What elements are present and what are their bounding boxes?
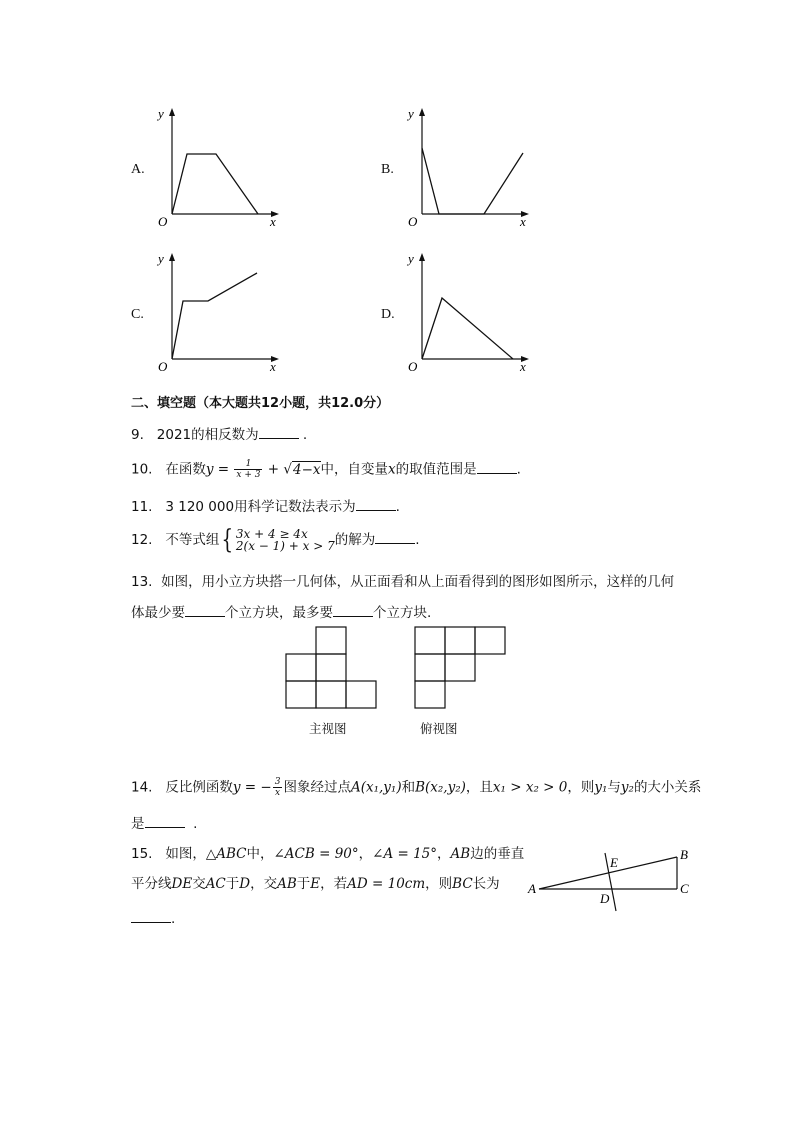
origin-label: O bbox=[158, 359, 168, 374]
question-number: 12. bbox=[131, 532, 153, 548]
point-e-label: E bbox=[610, 855, 618, 870]
section-title: 二、填空题（本大题共12小题，共12.0分） bbox=[131, 396, 390, 411]
answer-blank bbox=[185, 603, 225, 617]
question-15-line-1: 15. 如图，△ABC中，∠ACB = 90°，∠A = 15°，AB边的垂直 bbox=[131, 846, 525, 862]
sqrt-sign: √ bbox=[283, 461, 292, 478]
option-d-label: D. bbox=[381, 307, 395, 322]
left-brace: { bbox=[221, 525, 234, 555]
question-11: 11. 3 120 000用科学记数法表示为 . bbox=[131, 499, 400, 515]
question-12: 12. 不等式组{ 3x + 4 ≥ 4x 2(x − 1) + x > 7的解为 . bbox=[131, 525, 420, 555]
question-14-line-1: 14. 反比例函数y = − $\frac{3}{x}$ 图象经过点A(x₁,y₁)和B(x₂,y₂)，且x₁ > x₂ > 0，则y₁与y₂的大小关系 bbox=[131, 777, 702, 798]
option-c-graph bbox=[150, 247, 290, 375]
option-b-graph bbox=[400, 102, 540, 230]
axis-y-label: y bbox=[158, 106, 164, 121]
axis-x-label: x bbox=[270, 359, 276, 374]
origin-label: O bbox=[408, 359, 418, 374]
option-d-graph bbox=[400, 247, 540, 375]
question-10: 10. 在函数y = $\frac{1}{x + 3}$ + √4−x中，自变量x的取值范围是 . bbox=[131, 459, 521, 480]
question-number: 9. bbox=[131, 427, 144, 443]
top-view-caption: 俯视图 bbox=[420, 721, 458, 736]
top-view-figure bbox=[414, 626, 509, 710]
question-9: 9. 2021的相反数为 . bbox=[131, 427, 308, 443]
option-c-label: C. bbox=[131, 307, 144, 322]
question-number: 15. bbox=[131, 846, 153, 862]
question-number: 13. bbox=[131, 574, 153, 590]
origin-label: O bbox=[408, 214, 418, 229]
axis-x-label: x bbox=[270, 214, 276, 229]
triangle-figure bbox=[525, 843, 695, 913]
axis-x-label: x bbox=[520, 359, 526, 374]
question-number: 10. bbox=[131, 461, 153, 478]
answer-blank bbox=[375, 530, 415, 544]
front-view-caption: 主视图 bbox=[309, 721, 347, 736]
axis-y-label: y bbox=[408, 106, 414, 121]
option-a-graph bbox=[150, 102, 290, 230]
axis-x-label: x bbox=[520, 214, 526, 229]
vertex-a-label: A bbox=[528, 881, 536, 896]
point-d-label: D bbox=[600, 891, 610, 906]
option-b-label: B. bbox=[381, 162, 394, 177]
axis-y-label: y bbox=[158, 251, 164, 266]
question-13-line-1: 13. 如图，用小立方块搭一几何体，从正面看和从上面看得到的图形如图所示，这样的几何 bbox=[131, 574, 675, 590]
question-number: 11. bbox=[131, 499, 153, 515]
front-view-figure bbox=[285, 626, 380, 710]
answer-blank bbox=[145, 814, 185, 828]
question-14-line-2: 是 . bbox=[131, 816, 198, 832]
vertex-c-label: C bbox=[680, 881, 689, 896]
answer-blank bbox=[259, 425, 299, 439]
question-13-line-2: 体最少要 个立方块，最多要 个立方块. bbox=[131, 605, 432, 621]
axis-y-label: y bbox=[408, 251, 414, 266]
fraction: $\frac{1}{x + 3}$ bbox=[236, 459, 261, 480]
answer-blank bbox=[333, 603, 373, 617]
question-15-line-3: . bbox=[131, 909, 175, 929]
answer-blank bbox=[356, 497, 396, 511]
question-number: 14. bbox=[131, 779, 153, 796]
origin-label: O bbox=[158, 214, 168, 229]
fraction: $\frac{3}{x}$ bbox=[274, 777, 281, 798]
inequality-system: 3x + 4 ≥ 4x 2(x − 1) + x > 7 bbox=[235, 527, 335, 553]
question-15-line-2: 平分线DE交AC于D，交AB于E，若AD = 10cm，则BC长为 bbox=[131, 876, 500, 892]
answer-blank bbox=[477, 460, 517, 474]
vertex-b-label: B bbox=[680, 847, 688, 862]
answer-blank bbox=[131, 909, 171, 923]
option-a-label: A. bbox=[131, 162, 145, 177]
